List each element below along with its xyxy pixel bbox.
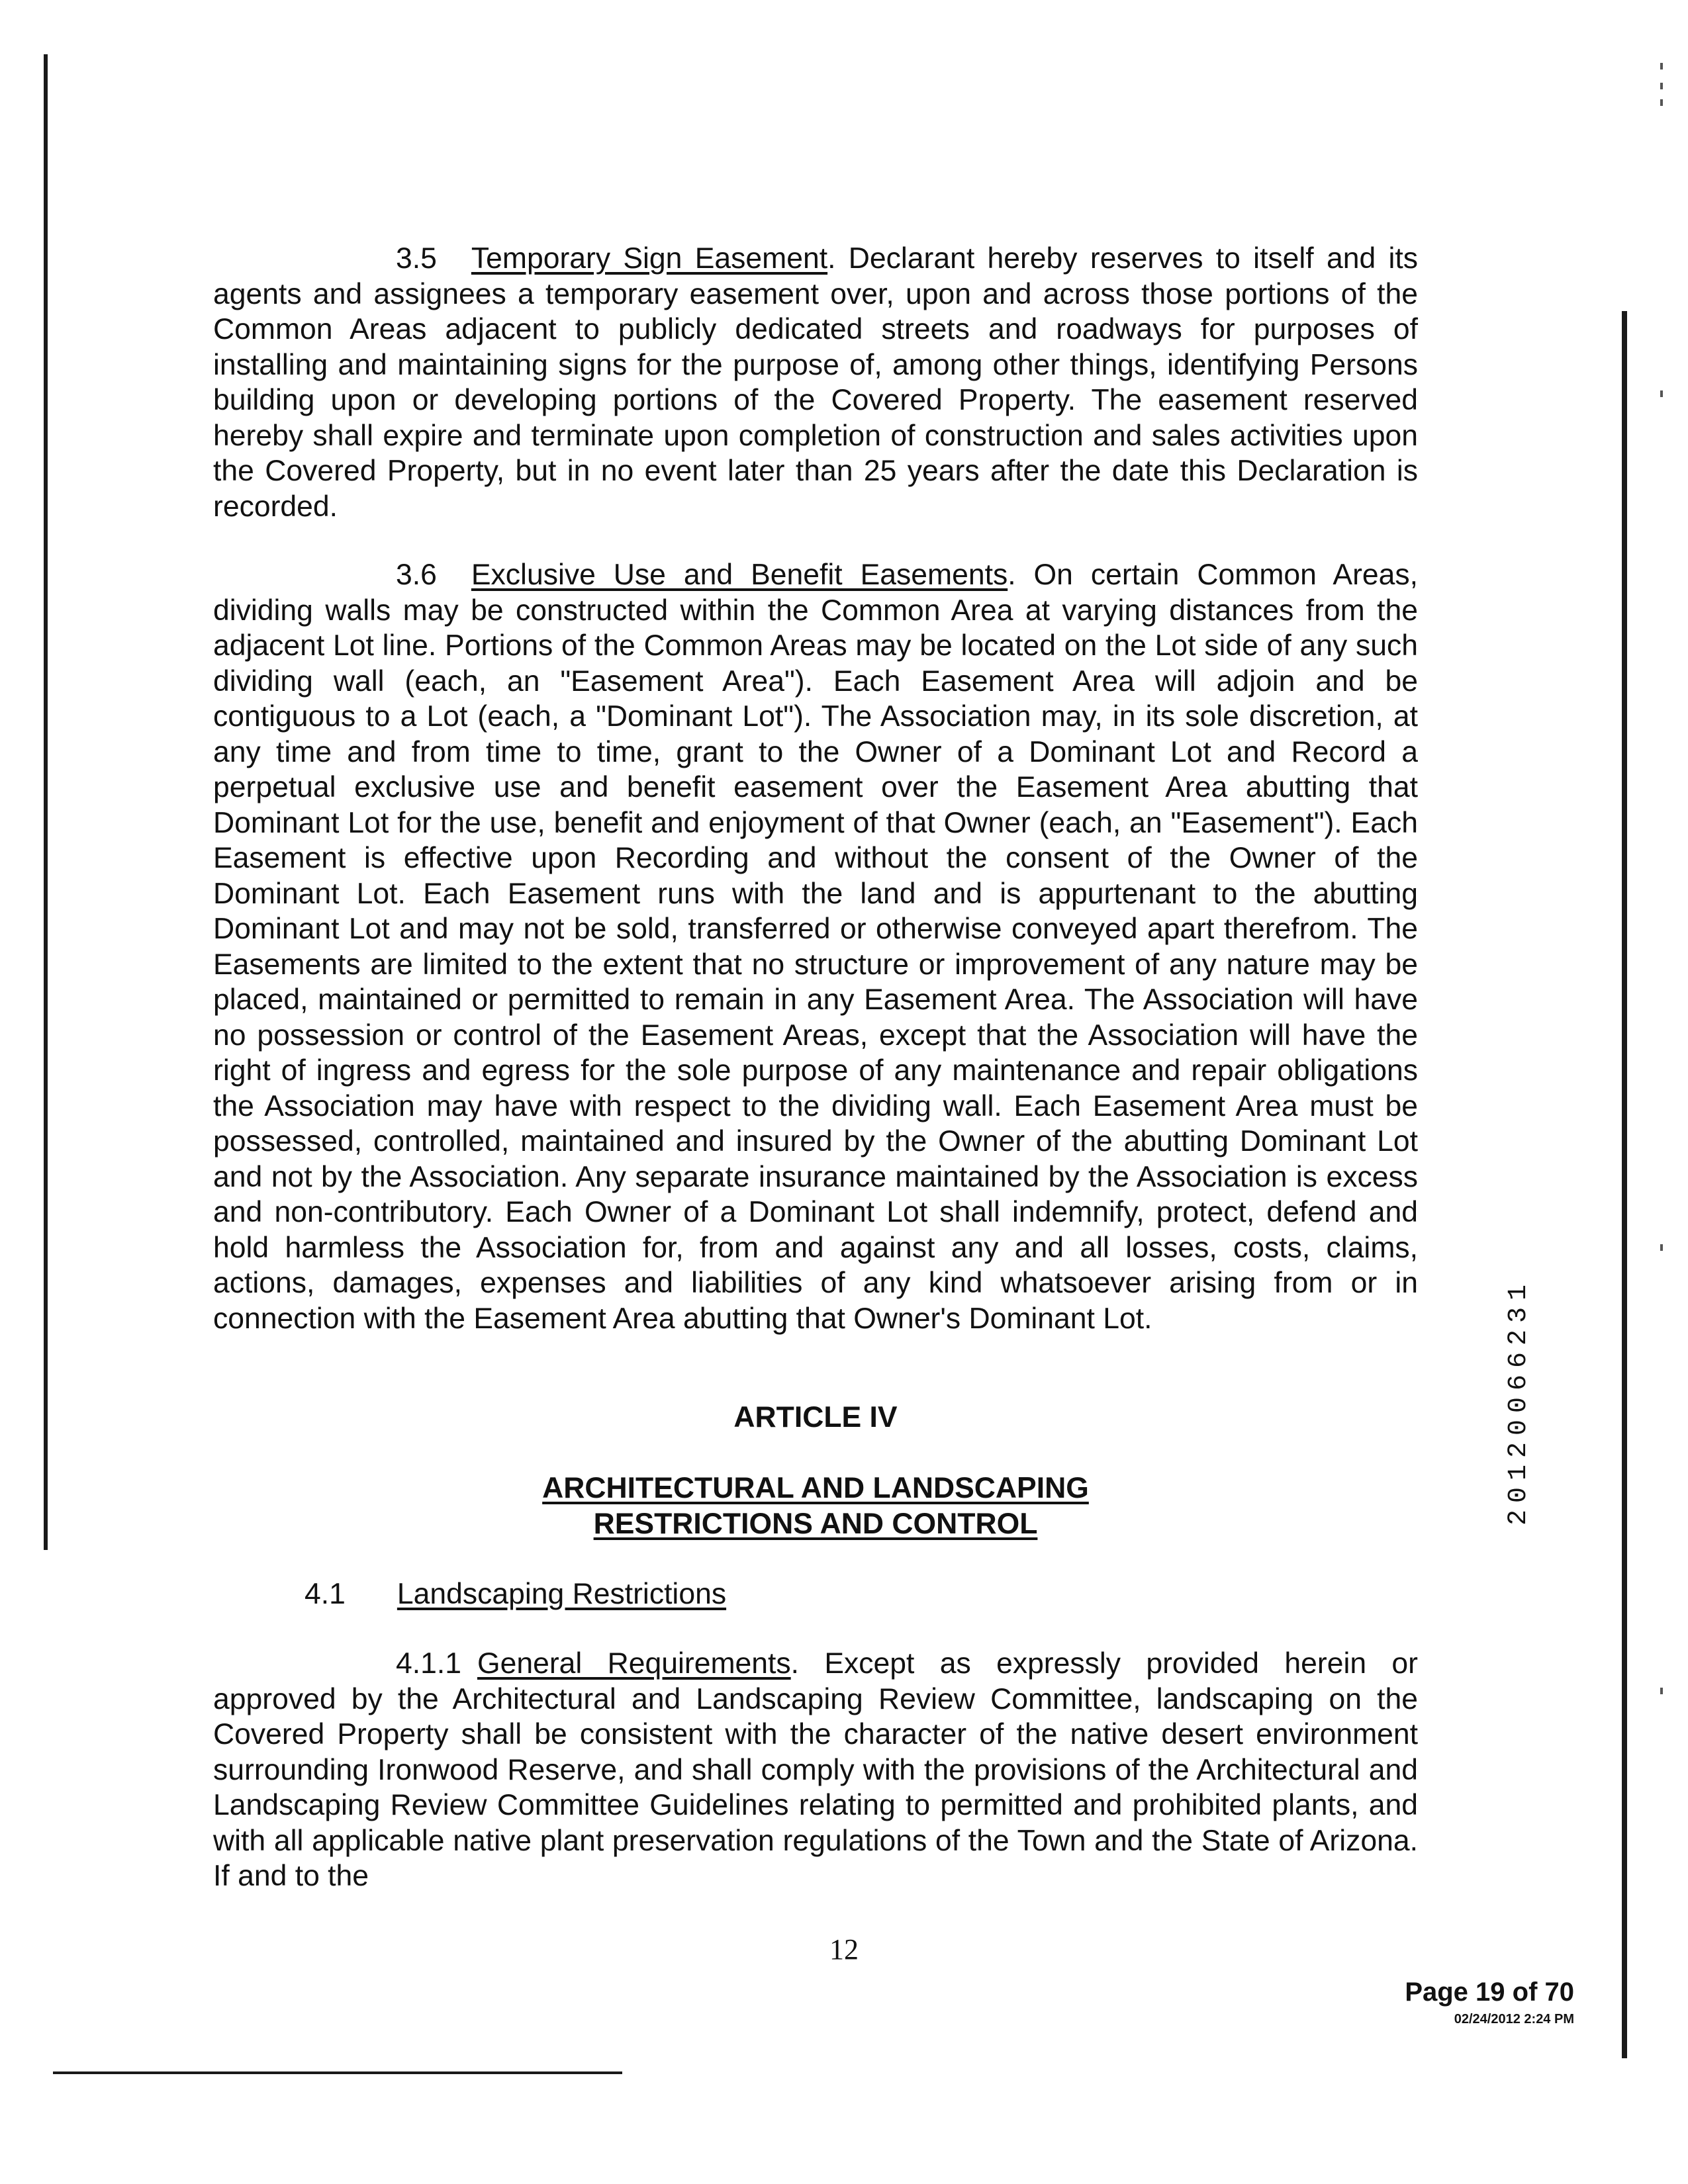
scan-speck [1660,99,1663,106]
article-heading: ARTICLE IV [733,1401,898,1433]
article-title-line-1: ARCHITECTURAL AND LANDSCAPING [542,1472,1089,1504]
section-title: General Requirements [477,1647,791,1680]
section-3-6-paragraph [213,557,1418,1336]
scan-margin-bar-left [44,54,48,1550]
section-body: . Declarant hereby reserves to itself and its agents and assignees a temporary easement over, upon and across those portions of the Common Areas adjacent to publicly dedicated streets and roadways for purposes of installing and maintaining signs for the purpose of, among other things, identifying Persons building upon or developing portions of the Covered Property. The easement reserved hereby shall expire and terminate upon completion of construction and sales activities upon the Covered Property, but in no event later than 25 years after the date this Declaration is recorded. [213,242,1418,523]
scan-speck [1660,1244,1663,1251]
section-3-5-paragraph [213,241,1418,524]
recording-document-id: 20120066231 [1504,1277,1534,1525]
section-title: Exclusive Use and Benefit Easements [471,559,1008,591]
section-4-1-heading [305,1576,726,1612]
footer-rule [53,2071,622,2074]
section-title: Temporary Sign Easement [471,242,828,275]
scan-margin-bar-right [1622,311,1627,2058]
page-number: 12 [829,1933,859,1966]
article-title [213,1471,1418,1541]
section-title: Landscaping Restrictions [397,1578,727,1610]
section-number: 3.5 [396,242,437,275]
scan-speck [1660,83,1663,89]
scan-speck [1660,1688,1663,1694]
section-body: . On certain Common Areas, dividing walls may be constructed within the Common Area at varying distances from the adjacent Lot line. Portions of the Common Areas may be located on the Lot side of any such dividing wall (each, an "Easement Area"). Each Easement Area will adjoin and be contiguous to a Lot (each, a "Dominant Lot"). The Association may, in its sole discretion, at any time and from time to time, grant to the Owner of a Dominant Lot and Record a perpetual exclusive use and benefit easement over the Easement Area abutting that Dominant Lot for the use, benefit and enjoyment of that Owner (each, an "Easement"). Each Easement is effective upon Recording and without the consent of the Owner of the Dominant Lot. Each Easement runs with the land and is appurtenant to the abutting Dominant Lot and may not be sold, transferred or otherwise conveyed apart therefrom. The Easements are limited to the extent that no structure or improvement of any nature may be placed, maintained or permitted to remain in any Easement Area. The Association will have no possession or control of the Easement Areas, except that the Association will have the right of ingress and egress for the sole purpose of any maintenance and repair obligations the Association may have with respect to the dividing wall. Each Easement Area must be possessed, controlled, maintained and insured by the Owner of the abutting Dominant Lot and not by the Association. Any separate insurance maintained by the Association is excess and non-contributory. Each Owner of a Dominant Lot shall indemnify, protect, defend and hold harmless the Association for, from and against any and all losses, costs, claims, actions, damages, expenses and liabilities of any kind whatsoever arising from or in connection with the Easement Area abutting that Owner's Dominant Lot. [213,559,1419,1335]
recorder-date-stamp: 02/24/2012 2:24 PM [1454,2012,1574,2026]
section-4-1-1-paragraph [213,1646,1418,1894]
scan-speck [1660,63,1663,69]
recorder-page-stamp: Page 19 of 70 [1405,1978,1574,2007]
section-number: 4.1.1 [396,1647,461,1680]
scan-speck [1660,390,1663,397]
article-title-line-2: RESTRICTIONS AND CONTROL [593,1507,1038,1540]
section-number: 3.6 [396,559,437,591]
section-body: . Except as expressly provided herein or approved by the Architectural and Landscaping Review Committee, landscaping on the Covered Property shall be consistent with the character of the native desert environment surrounding Ironwood Reserve, and shall comply with the provisions of the Architectural and Landscaping Review Committee Guidelines relating to permitted and prohibited plants, and with all applicable native plant preservation regulations of the Town and the State of Arizona. If and to the [213,1647,1418,1892]
section-number: 4.1 [305,1578,346,1610]
